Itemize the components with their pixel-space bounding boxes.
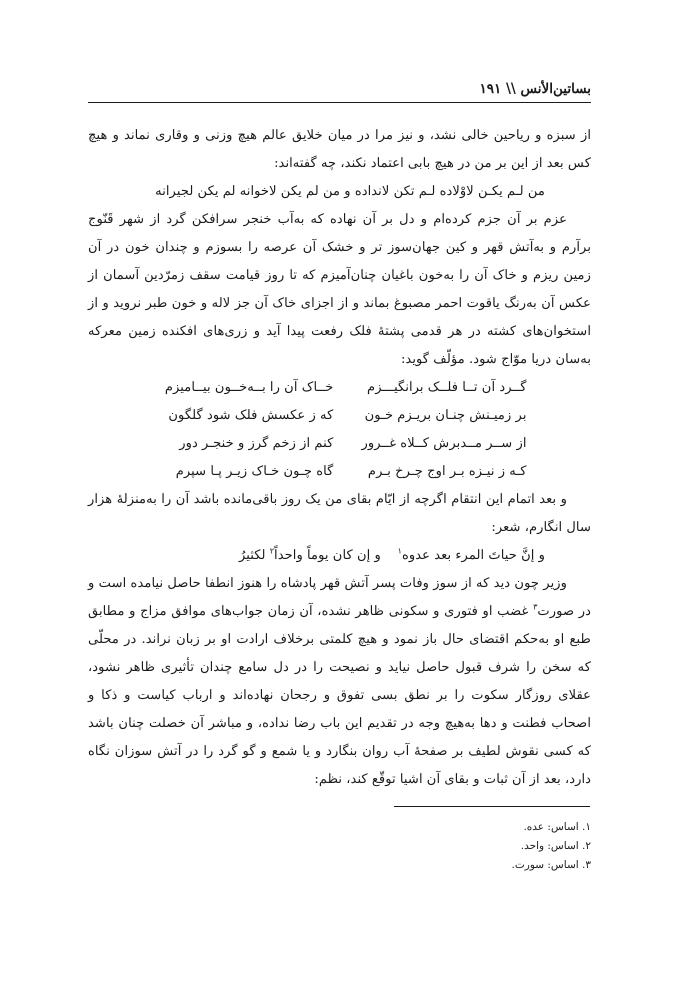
- verse-part: و إن کان یوماً واحداً: [274, 548, 381, 563]
- paragraph-4-rest: غضب او فتوری و سکونی ظاهر نشده، آن زمان جواب‌های موافق مزاج و مطابق طبع او به‌حکم اقتضای حال باز نمود و هیچ کلمتی برخلاف ارادت او بر زبان نراند. در محلّی که سخن را شرف قبول حاصل نیاید و نصیحت را در دل سامع چندان تأثیری ظاهر نشود، عقلای روزگار سکوت را بر نطق بسی تفوق و رجحان نهاده‌اند و ارباب کیاست و ذکا و اصحاب فطنت و دها به‌هیچ وجه در تقدیم این باب رضا نداده، و مباشر آن خصلت چنان باشد که کسی نقوش لطیف بر صفحهٔ آب روان بنگارد و یا شمع و گو گرد را در آتش سوزان نگاه دارد، بعد از آن ثبات و بقای آن اشیا توقّع کند، نظم:: [88, 604, 591, 787]
- hemistich-left: گاه چـون خـاک زیـر پـا سپرم: [175, 464, 334, 479]
- paragraph-3: و بعد اتمام این انتقام اگرچه از ایّام بقای من یک روز باقی‌مانده باشد آن را به‌منزلهٔ هزار سال انگارم، شعر:: [88, 492, 591, 535]
- paragraph-1: از سبزه و ریاحین خالی نشد، و نیز مرا در میان خلایق عالم هیچ وزنی و وقاری نماند و هیچ کس بعد از این بر من در هیچ بابی اعتماد نکند، چه گفته‌اند:: [88, 128, 591, 171]
- poem-line: [145, 458, 535, 486]
- footnote-marker: ۱: [397, 546, 402, 556]
- footnote-marker: ۳: [533, 602, 538, 612]
- paragraph-4-start: وزیر چون دید که از سوز وفات پسر آتش قهر پادشاه را هنوز انطفا حاصل نیامده است و در صورت: [88, 576, 591, 619]
- hemistich-left: خــاک آن را بــه‌خــون بیــامیزم: [164, 380, 334, 395]
- hemistich-left: کنم از زخم گرز و خنجـر دور: [179, 436, 334, 451]
- footnote: ۲. اساس: واحد.: [520, 840, 591, 852]
- arabic-verse-1: من لـم یکـن لاوْلاده لـم تکن لانداده و من لم یکن لاخوانه لم یکن لجیرانه: [155, 184, 545, 199]
- footnote-marker: ۲: [269, 546, 275, 556]
- arabic-verse-2: [88, 542, 591, 570]
- footnotes: [88, 818, 591, 875]
- poem-line: [145, 430, 535, 458]
- hemistich-right: از ســر مــدبرش کــلاه غــرور: [361, 436, 527, 451]
- hemistich-right: گــرد آن تــا فلــک برانگیـــزم: [367, 380, 527, 395]
- poem-line: [145, 402, 535, 430]
- verse-part: لکثیرُ: [239, 548, 266, 563]
- paragraph-2: عزم بر آن جزم کرده‌ام و دل بر آن نهاده که به‌آب خنجر سرافکن گرد از شهر قَنّوج برآرم و به‌آتش قهر و کین جهان‌سوز تر و خشک آن عرصه را بسوزم و چندان خون در آن زمین ریزم و خاک آن را به‌خون باغیان چنان‌آمیزم که تا روز قیامت سقف زمرّدین آسمان از عکس آن به‌رنگ یاقوت احمر مصبوغ بماند و از اجزای خاک آن جز لاله و خون طبر نروید و از استخوان‌های کشته در هر قدمی پشتهٔ فلک رفعت پیدا آید و زری‌های افکنده زمین معرکه به‌سان دریا موّاج شود. مؤلّف گوید:: [88, 212, 591, 367]
- poem: [145, 374, 535, 486]
- hemistich-right: بر زمیـنش چنـان بریـزم خـون: [364, 408, 527, 423]
- paragraph-4: [88, 570, 591, 794]
- footnote: ۳. اساس: سورت.: [511, 859, 591, 871]
- hemistich-left: که ز عکسش فلک شود گلگون: [168, 408, 334, 423]
- running-header: بساتین‌الأنس \\ ۱۹۱: [88, 78, 591, 103]
- hemistich-right: کـه ز نیـزه بـر اوج چـرخ بـرم: [367, 464, 527, 479]
- poem-line: [145, 374, 535, 402]
- verse-part: و إنَّ حیاتَ المرء بعد عدوه: [401, 548, 545, 563]
- footnote: ۱. اساس: عده.: [523, 821, 591, 833]
- footnote-divider: [394, 806, 590, 807]
- main-text: [88, 122, 591, 794]
